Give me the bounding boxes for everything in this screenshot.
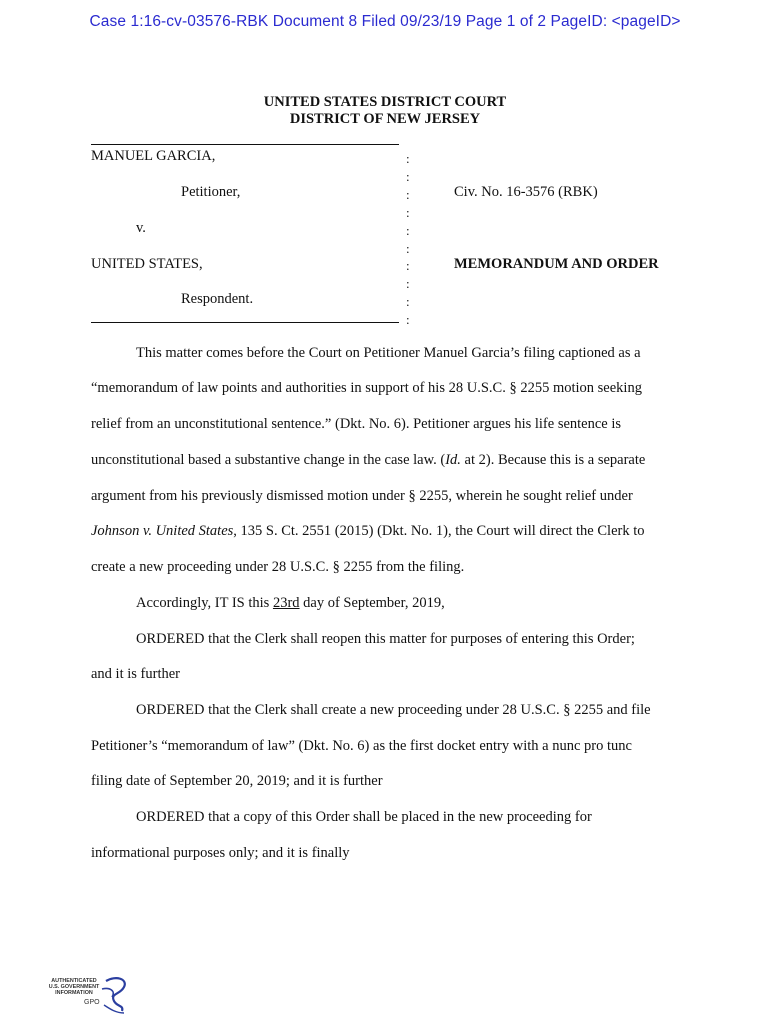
- body-line: Accordingly, IT IS this 23rd day of September, 2019,: [136, 595, 445, 611]
- petitioner-role: Petitioner,: [181, 184, 241, 200]
- body-line: relief from an unconstitutional sentence.” (Dkt. No. 6). Petitioner argues his life sentence is: [91, 416, 622, 432]
- caption-bottom-rule: [91, 322, 399, 323]
- gpo-authentication-seal: [44, 975, 134, 1017]
- body-line: “memorandum of law points and authorities in support of his 28 U.S.C. § 2255 motion seeking: [91, 380, 642, 396]
- case-citation: Johnson v. United States: [91, 523, 234, 539]
- court-heading: [0, 94, 770, 128]
- body-line: create a new proceeding under 28 U.S.C. § 2255 from the filing.: [91, 559, 465, 575]
- body-line: Johnson v. United States, 135 S. Ct. 2551 (2015) (Dkt. No. 1), the Court will direct the Clerk to: [91, 523, 645, 539]
- body-line: This matter comes before the Court on Petitioner Manuel Garcia’s filing captioned as a: [136, 345, 641, 361]
- respondent-name: UNITED STATES,: [91, 256, 203, 272]
- caption-top-rule: [91, 144, 399, 145]
- caption-colon-divider: : : : : : : : : : :: [406, 151, 410, 328]
- case-number: Civ. No. 16-3576 (RBK): [454, 184, 598, 200]
- order-line: ORDERED that a copy of this Order shall be placed in the new proceeding for: [136, 809, 592, 825]
- order-line: ORDERED that the Clerk shall reopen this matter for purposes of entering this Order;: [136, 631, 635, 647]
- order-line: and it is further: [91, 666, 180, 682]
- day-field: 23rd: [272, 595, 300, 611]
- body-line: argument from his previously dismissed motion under § 2255, wherein he sought relief under: [91, 488, 633, 504]
- order-line: ORDERED that the Clerk shall create a new proceeding under 28 U.S.C. § 2255 and file: [136, 702, 651, 718]
- body-line: unconstitutional based a substantive change in the case law. (Id. at 2). Because this is a separate: [91, 452, 646, 468]
- court-district: DISTRICT OF NEW JERSEY: [289, 111, 481, 127]
- seal-text: AUTHENTICATED U.S. GOVERNMENT INFORMATION: [48, 978, 100, 997]
- order-line: Petitioner’s “memorandum of law” (Dkt. No. 6) as the first docket entry with a nunc pro tunc: [91, 738, 632, 754]
- id-citation: Id.: [445, 452, 461, 468]
- court-name: UNITED STATES DISTRICT COURT: [263, 94, 507, 110]
- seal-gpo-label: GPO: [84, 999, 100, 1006]
- order-line: filing date of September 20, 2019; and it is further: [91, 773, 383, 789]
- respondent-role: Respondent.: [181, 291, 254, 307]
- filing-header-stamp: Case 1:16-cv-03576-RBK Document 8 Filed 09/23/19 Page 1 of 2 PageID: <pageID>: [89, 13, 681, 30]
- document-title: MEMORANDUM AND ORDER: [454, 256, 659, 272]
- order-line: informational purposes only; and it is finally: [91, 845, 350, 861]
- versus-label: v.: [136, 220, 146, 236]
- petitioner-name: MANUEL GARCIA,: [91, 148, 216, 164]
- eagle-icon: [44, 975, 134, 1017]
